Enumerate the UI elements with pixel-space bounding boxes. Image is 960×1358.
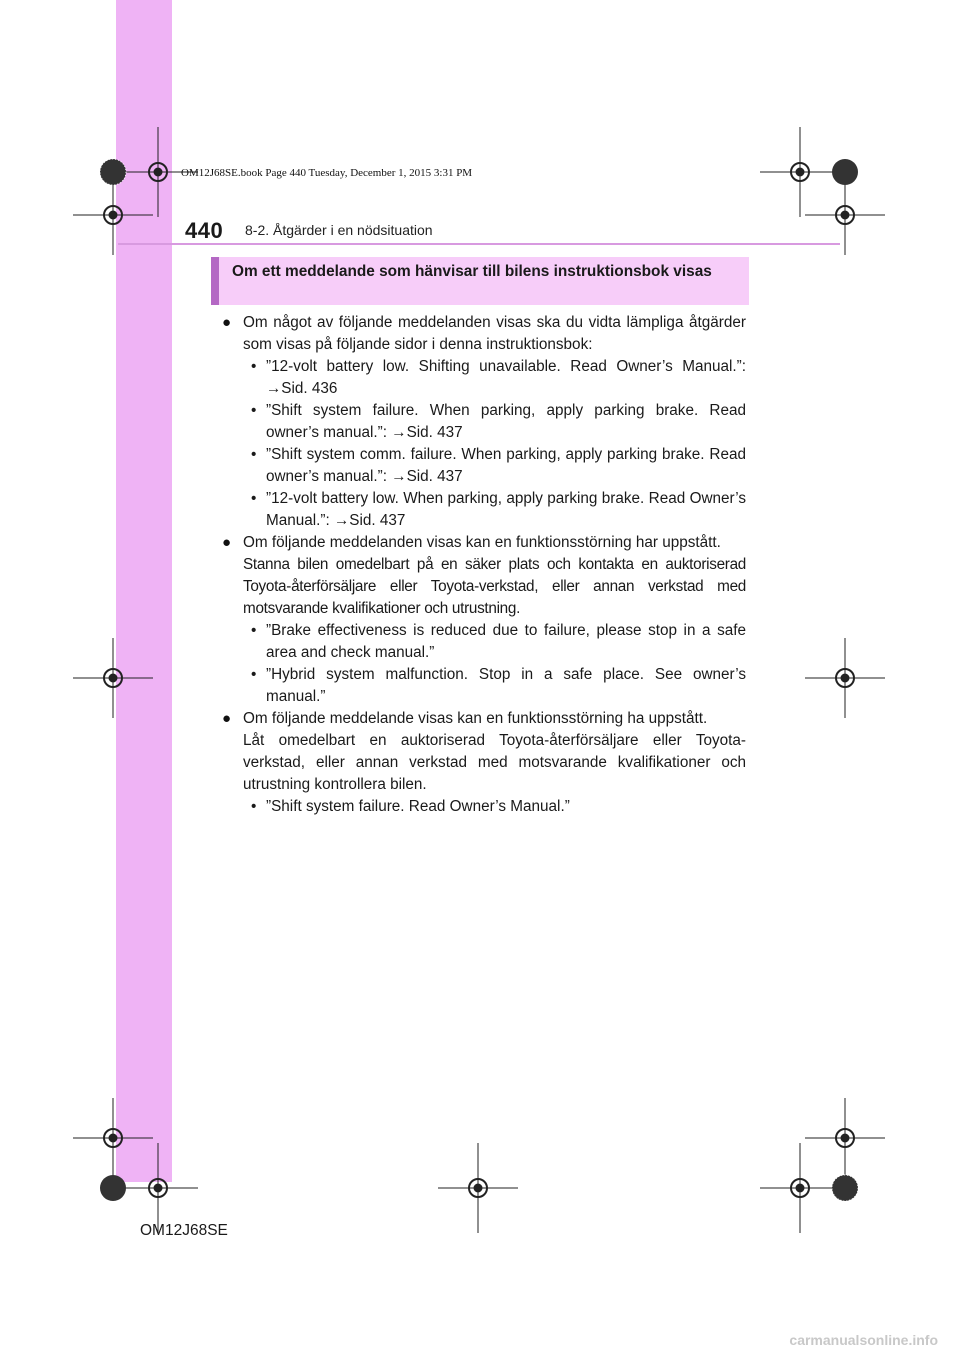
crosshair-mark — [760, 127, 840, 217]
message-item: • ”Brake effectiveness is reduced due to failure, please stop in a safe area and check manual.” — [222, 620, 746, 664]
section-title: 8-2. Åtgärder i en nödsituation — [245, 222, 433, 238]
message-item: • ”Hybrid system malfunction. Stop in a safe place. See owner’s manual.” — [222, 664, 746, 708]
crosshair-mark — [805, 1098, 885, 1178]
corner-rosette-mark — [832, 1175, 858, 1201]
crosshair-mark — [438, 1143, 518, 1233]
corner-disc-mark — [100, 1175, 126, 1201]
crosshair-mark — [73, 1098, 153, 1178]
crosshair-mark — [760, 1143, 840, 1233]
message-item: • ”12-volt battery low. When parking, apply parking brake. Read Owner’s Manual.”: →Sid. 437 — [222, 488, 746, 532]
topic-heading: Om ett meddelande som hänvisar till bilens instruktionsbok visas — [211, 257, 749, 305]
bullet-paragraph: ● Om följande meddelande visas kan en funktionsstörning ha uppstått. — [222, 708, 746, 730]
message-item: • ”Shift system comm. failure. When parking, apply parking brake. Read owner’s manual.”: →Sid. 437 — [222, 444, 746, 488]
bullet-paragraph: ● Om något av följande meddelanden visas ska du vidta lämpliga åtgärder som visas på följande sidor i denna instruktionsbok: — [222, 312, 746, 356]
page-number: 440 — [185, 218, 224, 243]
content-body — [222, 312, 746, 818]
corner-disc-mark — [832, 159, 858, 185]
book-info-line: OM12J68SE.book Page 440 Tuesday, December 1, 2015 3:31 PM — [181, 167, 473, 179]
crosshair-mark — [73, 638, 153, 718]
message-item: • ”Shift system failure. Read Owner’s Manual.” — [222, 796, 746, 818]
instruction-note: Låt omedelbart en auktoriserad Toyota-återförsäljare eller Toyota-verkstad, eller annan verkstad med motsvarande kvalifikationer och utrustning kontrollera bilen. — [243, 732, 746, 793]
manual-code: OM12J68SE — [140, 1222, 228, 1239]
message-item: • ”Shift system failure. When parking, apply parking brake. Read owner’s manual.”: →Sid. 437 — [222, 400, 746, 444]
crosshair-mark — [118, 1143, 198, 1233]
message-item: • ”12-volt battery low. Shifting unavailable. Read Owner’s Manual.”: →Sid. 436 — [222, 356, 746, 400]
header-rule — [118, 243, 840, 245]
corner-rosette-mark — [100, 159, 126, 185]
instruction-note: Stanna bilen omedelbart på en säker plats och kontakta en auktoriserad Toyota-återförsäljare eller Toyota-verkstad, eller annan verkstad med motsvarande kvalifikationer och utrustning. — [243, 556, 746, 617]
bullet-paragraph: ● Om följande meddelanden visas kan en funktionsstörning har uppstått. — [222, 532, 746, 554]
crosshair-mark — [805, 638, 885, 718]
watermark-text: carmanualsonline.info — [789, 1332, 938, 1348]
